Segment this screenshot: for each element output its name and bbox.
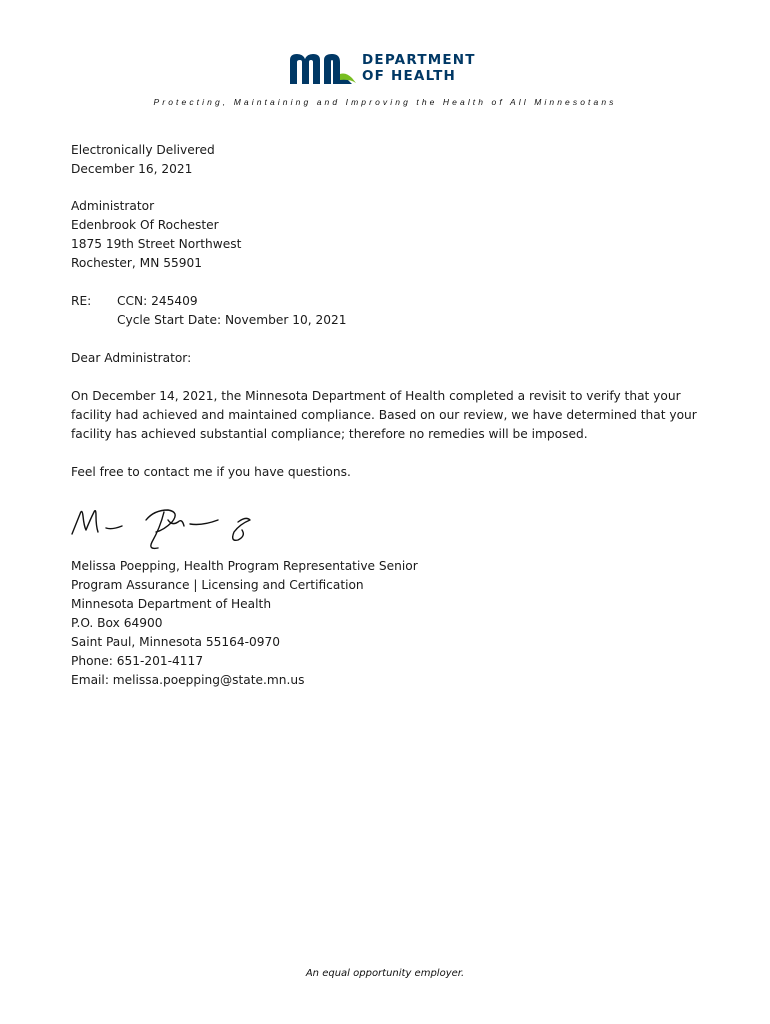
recipient-title: Administrator	[71, 199, 155, 213]
paragraph-1-line: On December 14, 2021, the Minnesota Department of Health completed a revisit to verify that your	[71, 389, 681, 403]
re-cycle-start: Cycle Start Date: November 10, 2021	[117, 313, 347, 327]
sender-department: Minnesota Department of Health	[71, 597, 272, 611]
handwritten-signature	[68, 500, 258, 556]
sender-division: Program Assurance | Licensing and Certification	[71, 578, 364, 592]
sender-po-box: P.O. Box 64900	[71, 616, 163, 630]
recipient-street: 1875 19th Street Northwest	[71, 237, 242, 251]
logo-line-1: DEPARTMENT	[362, 52, 476, 68]
sender-block	[71, 557, 418, 690]
re-ccn: CCN: 245409	[117, 294, 198, 308]
sender-name-title: Melissa Poepping, Health Program Representative Senior	[71, 559, 418, 573]
recipient-facility: Edenbrook Of Rochester	[71, 218, 219, 232]
tagline: Protecting, Maintaining and Improving the Health of All Minnesotans	[153, 97, 617, 107]
logo-line-2: OF HEALTH	[362, 68, 457, 84]
recipient-city: Rochester, MN 55901	[71, 256, 202, 270]
paragraph-1	[71, 387, 697, 444]
mn-logo-icon	[288, 52, 358, 86]
sender-city: Saint Paul, Minnesota 55164-0970	[71, 635, 281, 649]
logo-wordmark	[362, 52, 476, 84]
mdh-logo	[288, 52, 488, 86]
delivery-method: Electronically Delivered	[71, 143, 215, 157]
re-label: RE:	[71, 294, 92, 308]
delivery-block	[71, 141, 215, 179]
paragraph-1-line: facility had achieved and maintained compliance. Based on our review, we have determined that your	[71, 408, 697, 422]
paragraph-1-line: facility has achieved substantial compliance; therefore no remedies will be imposed.	[71, 427, 588, 441]
letter-date: December 16, 2021	[71, 162, 193, 176]
sender-phone: Phone: 651-201-4117	[71, 654, 204, 668]
salutation: Dear Administrator:	[71, 351, 192, 365]
footer-equal-opportunity: An equal opportunity employer.	[305, 968, 465, 979]
paragraph-2: Feel free to contact me if you have questions.	[71, 465, 351, 479]
sender-email: Email: melissa.poepping@state.mn.us	[71, 673, 305, 687]
re-details	[117, 292, 347, 330]
recipient-address	[71, 197, 241, 273]
